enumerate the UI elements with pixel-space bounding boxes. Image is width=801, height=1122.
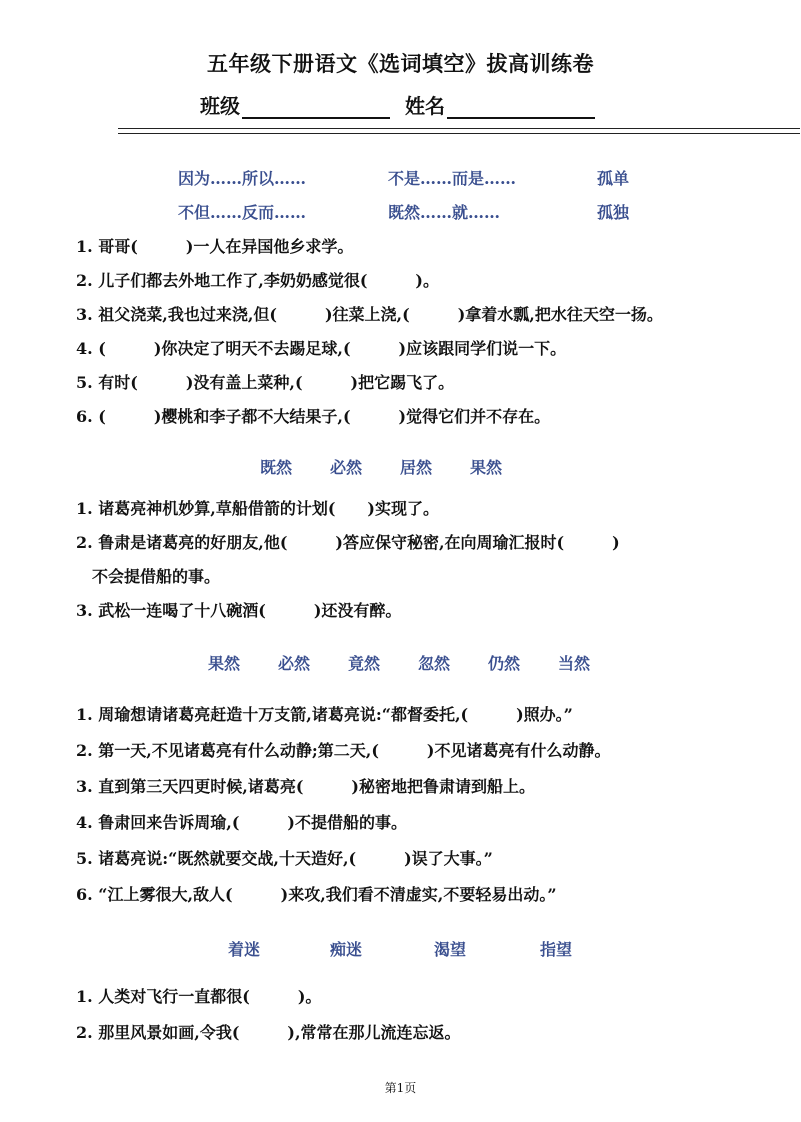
name-label: 姓名 (404, 94, 445, 118)
word-option: 忽然 (418, 654, 451, 673)
question: 5. 诸葛亮说:“既然就要交战,十天造好,( )误了大事。” (76, 849, 493, 868)
question: 1. 哥哥( )一人在异国他乡求学。 (76, 237, 354, 256)
word-option: 仍然 (488, 654, 521, 673)
word-option: 因为……所以…… (178, 169, 307, 188)
page-number: 第1页 (384, 1081, 417, 1095)
question: 3. 武松一连喝了十八碗酒( )还没有醉。 (76, 601, 402, 620)
word-option: 着迷 (228, 940, 261, 959)
name-blank[interactable] (447, 95, 595, 119)
page-title: 五年级下册语文《选词填空》拔高训练卷 (207, 51, 594, 76)
word-option: 必然 (330, 458, 363, 477)
question: 3. 祖父浇菜,我也过来浇,但( )往菜上浇,( )拿着水瓢,把水往天空一扬。 (76, 305, 663, 324)
question: 2. 鲁肃是诸葛亮的好朋友,他( )答应保守秘密,在向周瑜汇报时( ) (76, 533, 620, 552)
question-continuation: 不会提借船的事。 (92, 567, 221, 586)
question: 1. 人类对飞行一直都很( )。 (76, 987, 322, 1006)
word-option: 必然 (278, 654, 311, 673)
word-option: 孤单 (597, 169, 630, 188)
question: 2. 第一天,不见诸葛亮有什么动静;第二天,( )不见诸葛亮有什么动静。 (76, 741, 611, 760)
word-option: 果然 (208, 654, 241, 673)
word-option: 渴望 (434, 940, 467, 959)
class-blank[interactable] (242, 95, 390, 119)
question: 2. 那里风景如画,令我( ),常常在那儿流连忘返。 (76, 1023, 461, 1042)
question: 3. 直到第三天四更时候,诸葛亮( )秘密地把鲁肃请到船上。 (76, 777, 535, 796)
header-rule-thick (118, 128, 800, 129)
header-rule-thin (118, 133, 800, 134)
word-option: 不是……而是…… (388, 169, 517, 188)
word-option: 不但……反而…… (178, 203, 307, 222)
question: 6. “江上雾很大,敌人( )来攻,我们看不清虚实,不要轻易出动。” (76, 885, 557, 904)
word-option: 痴迷 (330, 940, 363, 959)
word-option: 指望 (540, 940, 573, 959)
word-option: 果然 (470, 458, 503, 477)
question: 4. ( )你决定了明天不去踢足球,( )应该跟同学们说一下。 (76, 339, 567, 358)
word-option: 既然 (260, 458, 293, 477)
word-option: 当然 (558, 654, 591, 673)
question: 1. 诸葛亮神机妙算,草船借箭的计划( )实现了。 (76, 499, 439, 518)
class-name-line (200, 90, 603, 119)
question: 5. 有时( )没有盖上菜种,( )把它踢飞了。 (76, 373, 455, 392)
word-option: 孤独 (597, 203, 630, 222)
question: 1. 周瑜想请诸葛亮赶造十万支箭,诸葛亮说:“都督委托,( )照办。” (76, 705, 573, 724)
word-option: 居然 (400, 458, 433, 477)
class-label: 班级 (200, 94, 240, 118)
word-option: 既然……就…… (388, 203, 501, 222)
question: 4. 鲁肃回来告诉周瑜,( )不提借船的事。 (76, 813, 407, 832)
question: 2. 儿子们都去外地工作了,李奶奶感觉很( )。 (76, 271, 439, 290)
question: 6. ( )樱桃和李子都不大结果子,( )觉得它们并不存在。 (76, 407, 551, 426)
word-option: 竟然 (348, 654, 381, 673)
